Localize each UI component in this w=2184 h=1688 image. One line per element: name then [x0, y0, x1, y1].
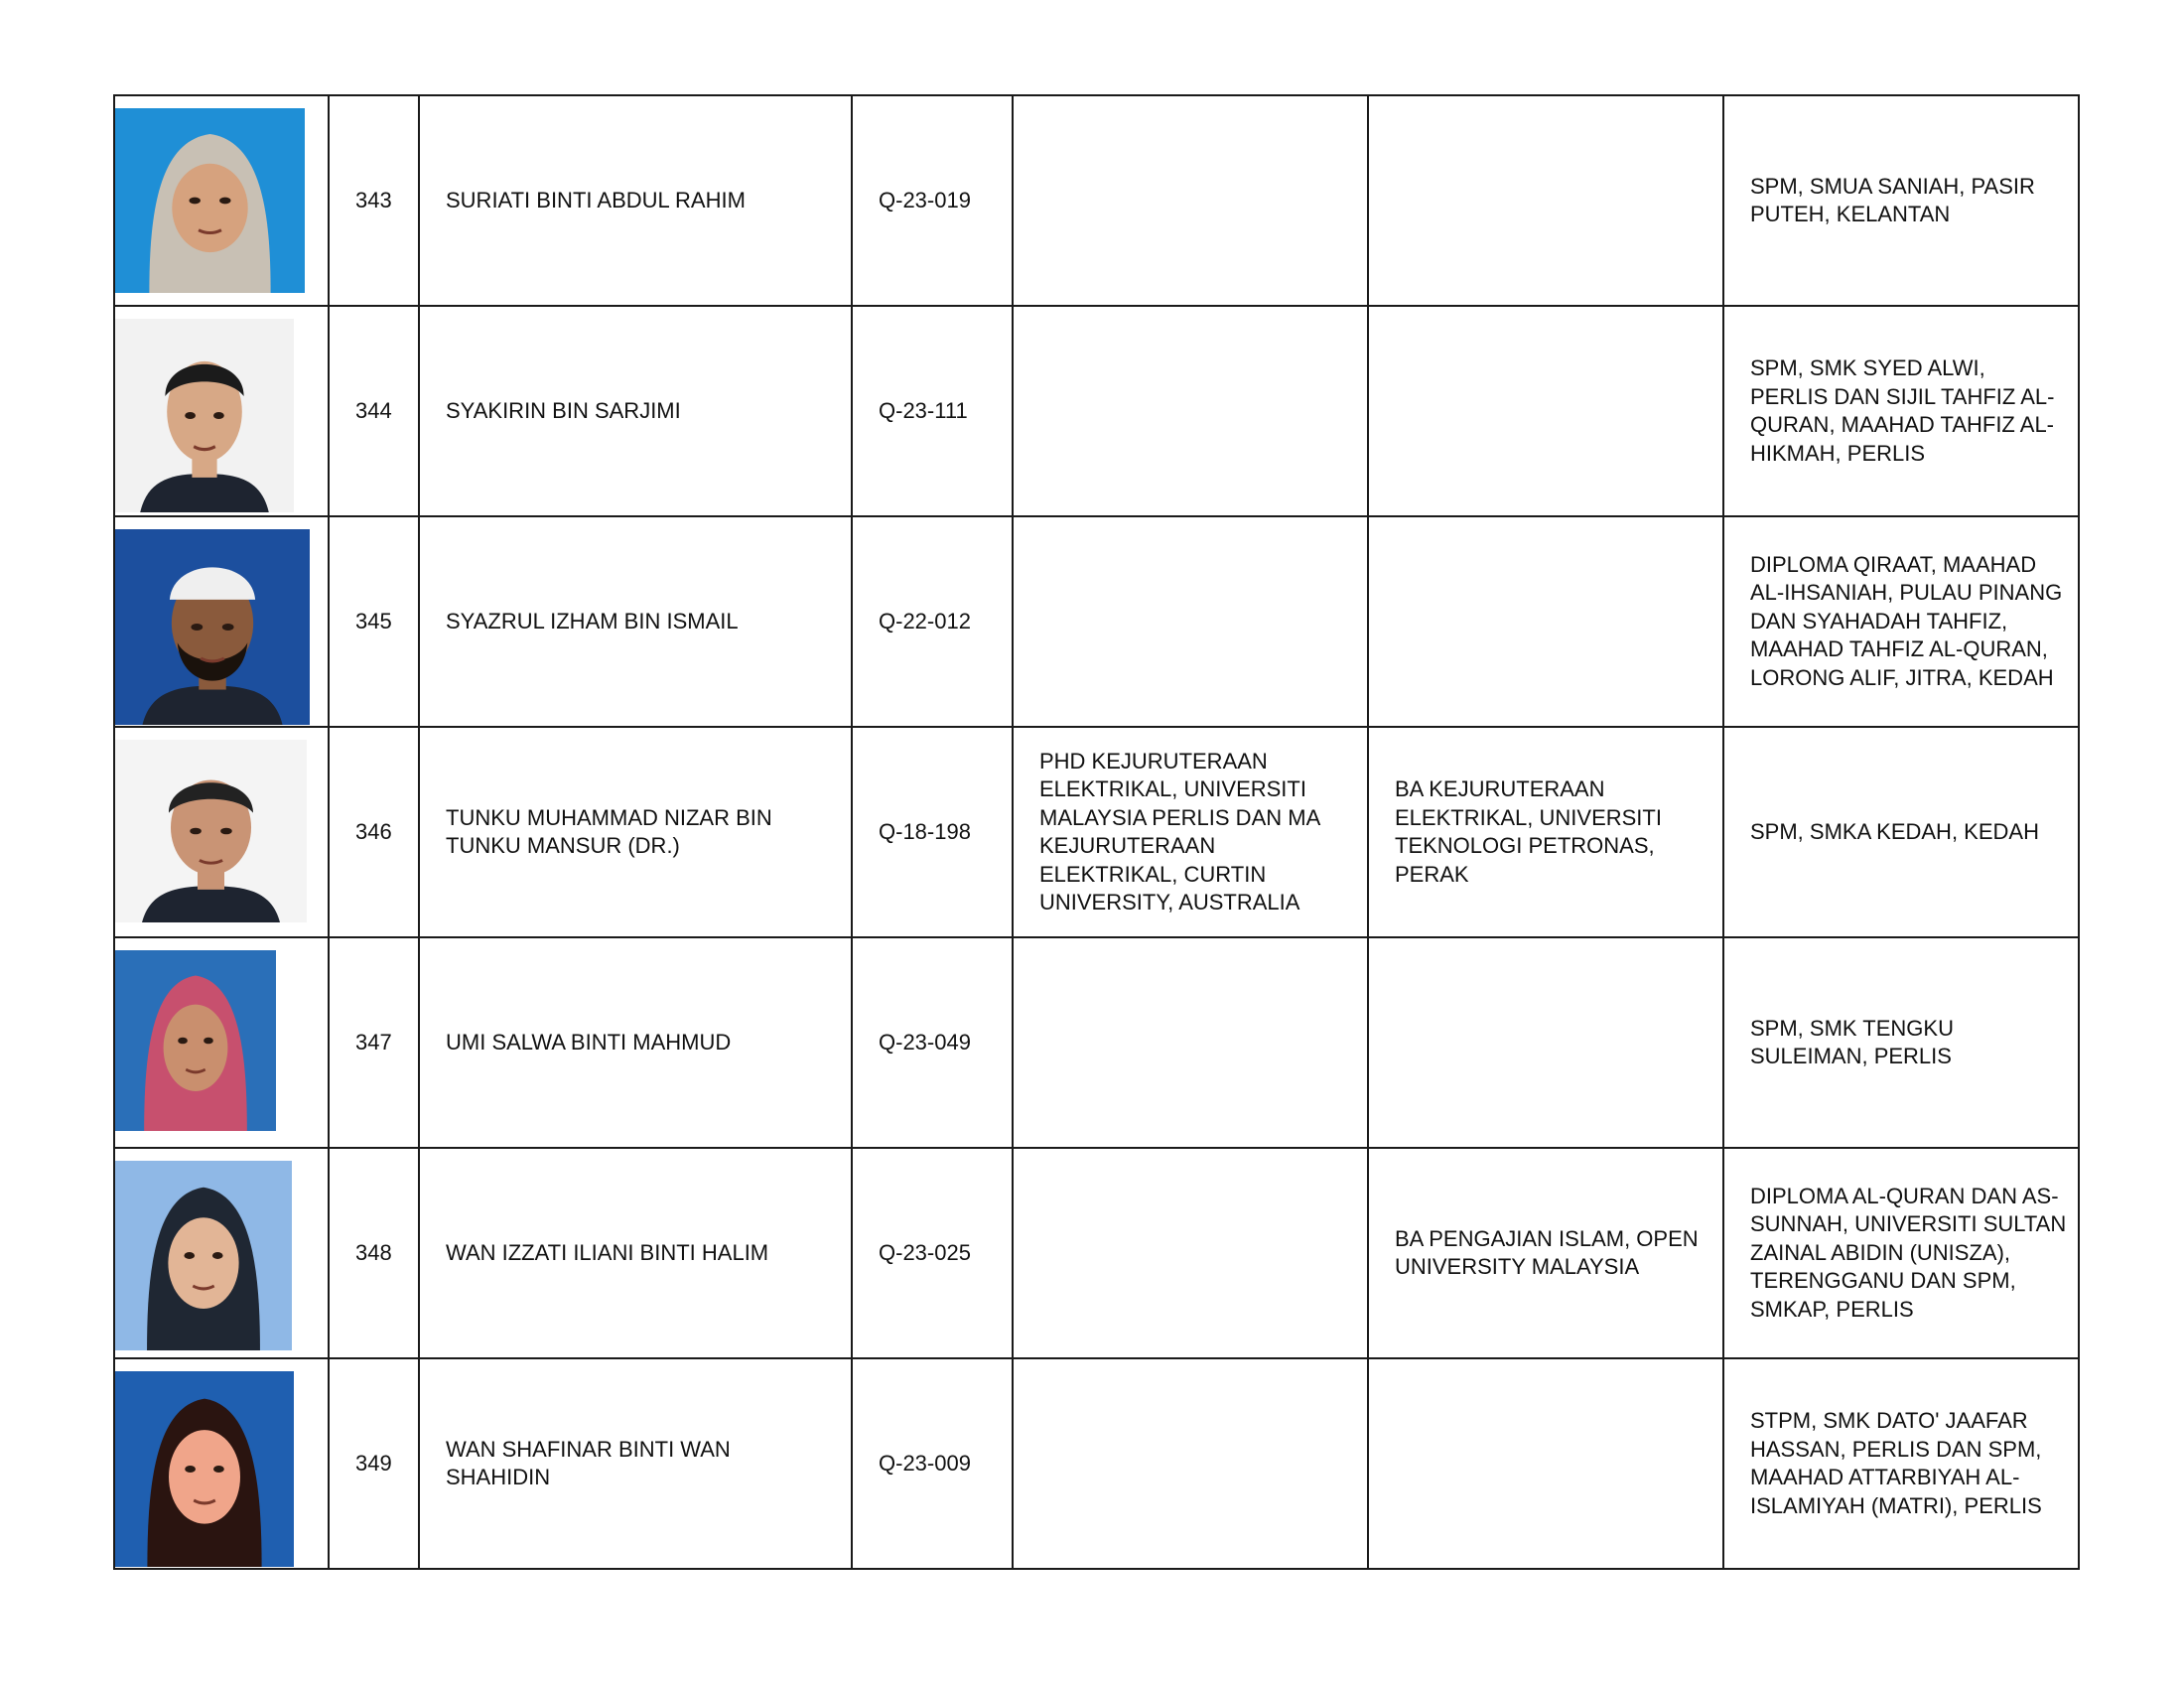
portrait-icon — [115, 1371, 294, 1567]
person-name: WAN IZZATI ILIANI BINTI HALIM — [419, 1148, 852, 1358]
row-number: 349 — [329, 1358, 419, 1569]
row-number: 348 — [329, 1148, 419, 1358]
reference-code: Q-22-012 — [852, 516, 1013, 727]
portrait-icon — [115, 950, 276, 1131]
portrait-icon — [115, 740, 307, 922]
qualification-postgraduate — [1013, 95, 1368, 306]
qualification-degree — [1368, 516, 1723, 727]
portrait-icon — [115, 529, 310, 725]
photo-cell — [114, 1358, 329, 1569]
passport-photo — [115, 740, 307, 922]
qualification-school: DIPLOMA QIRAAT, MAAHAD AL-IHSANIAH, PULAU PINANG DAN SYAHADAH TAHFIZ, MAAHAD TAHFIZ AL-QURAN, LORONG ALIF, JITRA, KEDAH — [1723, 516, 2079, 727]
photo-cell — [114, 95, 329, 306]
qualification-school: SPM, SMUA SANIAH, PASIR PUTEH, KELANTAN — [1723, 95, 2079, 306]
portrait-icon — [115, 319, 294, 512]
reference-code: Q-18-198 — [852, 727, 1013, 937]
passport-photo — [115, 529, 310, 725]
qualification-school: SPM, SMK SYED ALWI, PERLIS DAN SIJIL TAHFIZ AL-QURAN, MAAHAD TAHFIZ AL-HIKMAH, PERLIS — [1723, 306, 2079, 516]
row-number: 346 — [329, 727, 419, 937]
qualification-school: SPM, SMKA KEDAH, KEDAH — [1723, 727, 2079, 937]
person-name: UMI SALWA BINTI MAHMUD — [419, 937, 852, 1148]
photo-cell — [114, 937, 329, 1148]
photo-cell — [114, 727, 329, 937]
person-name: TUNKU MUHAMMAD NIZAR BIN TUNKU MANSUR (DR.) — [419, 727, 852, 937]
row-number: 343 — [329, 95, 419, 306]
qualification-postgraduate — [1013, 306, 1368, 516]
reference-code: Q-23-111 — [852, 306, 1013, 516]
passport-photo — [115, 950, 276, 1131]
table-row — [114, 1148, 2079, 1358]
qualification-degree — [1368, 1358, 1723, 1569]
qualification-school: DIPLOMA AL-QURAN DAN AS-SUNNAH, UNIVERSITI SULTAN ZAINAL ABIDIN (UNISZA), TERENGGANU DAN SPM, SMKAP, PERLIS — [1723, 1148, 2079, 1358]
reference-code: Q-23-025 — [852, 1148, 1013, 1358]
photo-cell — [114, 516, 329, 727]
row-number: 345 — [329, 516, 419, 727]
roster-body — [114, 95, 2079, 1569]
table-row — [114, 306, 2079, 516]
qualification-degree — [1368, 306, 1723, 516]
qualification-degree — [1368, 95, 1723, 306]
photo-cell — [114, 1148, 329, 1358]
table-row — [114, 727, 2079, 937]
table-row — [114, 95, 2079, 306]
portrait-icon — [115, 108, 305, 293]
qualification-postgraduate: PHD KEJURUTERAAN ELEKTRIKAL, UNIVERSITI MALAYSIA PERLIS DAN MA KEJURUTERAAN ELEKTRIKAL, CURTIN UNIVERSITY, AUSTRALIA — [1013, 727, 1368, 937]
passport-photo — [115, 1371, 294, 1567]
qualification-degree — [1368, 937, 1723, 1148]
portrait-icon — [115, 1161, 292, 1350]
passport-photo — [115, 319, 294, 512]
qualification-postgraduate — [1013, 1358, 1368, 1569]
table-row — [114, 1358, 2079, 1569]
qualification-postgraduate — [1013, 1148, 1368, 1358]
qualification-school: SPM, SMK TENGKU SULEIMAN, PERLIS — [1723, 937, 2079, 1148]
table-row — [114, 516, 2079, 727]
reference-code: Q-23-009 — [852, 1358, 1013, 1569]
table-row — [114, 937, 2079, 1148]
person-name: SYAKIRIN BIN SARJIMI — [419, 306, 852, 516]
reference-code: Q-23-019 — [852, 95, 1013, 306]
qualification-degree: BA KEJURUTERAAN ELEKTRIKAL, UNIVERSITI TEKNOLOGI PETRONAS, PERAK — [1368, 727, 1723, 937]
qualification-postgraduate — [1013, 516, 1368, 727]
person-name: SURIATI BINTI ABDUL RAHIM — [419, 95, 852, 306]
passport-photo — [115, 1161, 292, 1350]
photo-cell — [114, 306, 329, 516]
roster-table — [113, 94, 2080, 1570]
row-number: 344 — [329, 306, 419, 516]
qualification-degree: BA PENGAJIAN ISLAM, OPEN UNIVERSITY MALAYSIA — [1368, 1148, 1723, 1358]
passport-photo — [115, 108, 305, 293]
reference-code: Q-23-049 — [852, 937, 1013, 1148]
person-name: WAN SHAFINAR BINTI WAN SHAHIDIN — [419, 1358, 852, 1569]
qualification-postgraduate — [1013, 937, 1368, 1148]
qualification-school: STPM, SMK DATO' JAAFAR HASSAN, PERLIS DAN SPM, MAAHAD ATTARBIYAH AL-ISLAMIYAH (MATRI), PERLIS — [1723, 1358, 2079, 1569]
person-name: SYAZRUL IZHAM BIN ISMAIL — [419, 516, 852, 727]
row-number: 347 — [329, 937, 419, 1148]
